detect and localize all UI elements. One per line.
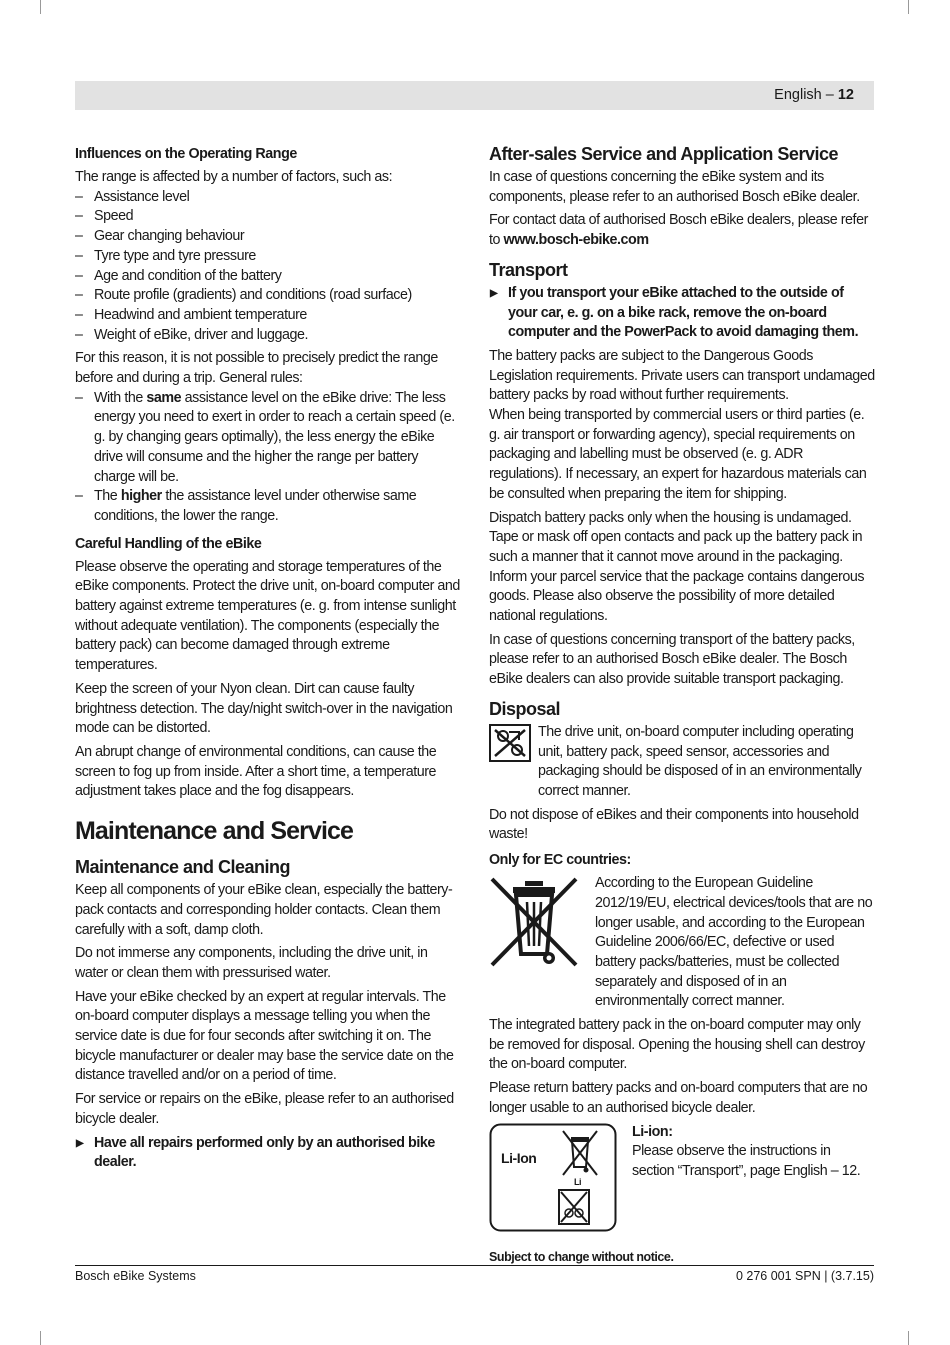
maintenance-paragraph: Have your eBike checked by an expert at regular intervals. The on-board computer displays a message telling you when the service date is due for four seconds after switching it on. The bicycle manufacturer or dealer may base the service date on the distance travelled and/or on a period of time. xyxy=(75,988,454,1084)
influences-intro: The range is affected by a number of factors, such as: xyxy=(75,169,393,185)
maintenance-paragraph: Keep all components of your eBike clean, especially the battery-pack contacts and corresponding holder contacts. Clean them carefully with a soft, damp cloth. xyxy=(75,882,453,938)
return-paragraph: Please return battery packs and on-board computers that are no longer usable to an authorised bicycle dealer. xyxy=(489,1080,868,1116)
aftersales-heading: After-sales Service and Application Service xyxy=(489,144,838,164)
careful-paragraph: Keep the screen of your Nyon clean. Dirt can cause faulty brightness detection. The day/night switch-over in the navigation mode can be distorted. xyxy=(75,680,453,737)
careful-paragraph: Please observe the operating and storage temperatures of the eBike components. Protect the drive unit, on-board computer and battery against extreme temperatures (e. g. from intense sunlight without adequate ventilation). The components (especially the battery pack) can become damaged through extreme temperatures. xyxy=(75,558,460,674)
list-item: – Route profile (gradients) and conditions (road surface) xyxy=(75,286,461,306)
list-item: – Assistance level xyxy=(75,188,461,208)
list-item: – Gear changing behaviour xyxy=(75,227,461,247)
list-item: – Speed xyxy=(75,207,461,227)
careful-heading: Careful Handling of the eBike xyxy=(75,535,262,552)
rule-text: the assistance level under otherwise same conditions, the lower the range. xyxy=(94,488,417,524)
ec-row xyxy=(489,874,875,1012)
transport-warning: ▶ If you transport your eBike attached to the outside of your car, e. g. on a bike rack, remove the on-board computer and the PowerPack to avoid damaging them. xyxy=(489,284,875,343)
footer-company: Bosch eBike Systems xyxy=(75,1269,196,1283)
subject-to-change-notice: Subject to change without notice. xyxy=(489,1250,674,1265)
rule-emphasis: same xyxy=(146,389,182,406)
aftersales-paragraph xyxy=(489,211,875,250)
list-item: – Age and condition of the battery xyxy=(75,267,461,287)
liion-row xyxy=(489,1123,875,1239)
liion-paragraph: Please observe the instructions in section “Transport”, page English – 12. xyxy=(632,1143,861,1179)
rules-list xyxy=(75,389,461,527)
maintenance-cleaning-heading: Maintenance and Cleaning xyxy=(75,857,291,878)
right-column xyxy=(489,143,875,1268)
header-page-label xyxy=(774,87,854,103)
factors-list xyxy=(75,188,461,346)
repairs-warning: ▶ Have all repairs performed only by an authorised bike dealer. xyxy=(75,1134,461,1173)
rule-emphasis: higher xyxy=(120,488,162,505)
disposal-heading: Disposal xyxy=(489,698,561,719)
recycle-box-icon xyxy=(559,1190,589,1224)
footer-docnumber: 0 276 001 SPN | (3.7.15) xyxy=(735,1269,874,1283)
crop-mark xyxy=(40,1331,41,1345)
transport-heading: Transport xyxy=(489,259,568,280)
recycle-disposal-icon xyxy=(489,723,538,769)
ec-heading: Only for EC countries: xyxy=(489,852,631,869)
small-crossed-bin-icon xyxy=(563,1131,597,1175)
crop-mark xyxy=(908,1331,909,1345)
footer-divider xyxy=(75,1265,874,1266)
liion-sub-label: Li xyxy=(574,1176,582,1187)
crop-mark xyxy=(40,0,41,14)
page-header xyxy=(75,81,874,110)
liion-text-block xyxy=(632,1123,875,1182)
header-language: English xyxy=(774,87,822,103)
liion-battery-badge xyxy=(489,1123,632,1239)
transport-paragraph: When being transported by commercial users or third parties (e. g. air transport or forwarding agency), special requirements on packaging and labelling must be observed (e. g. ADR regulations). If necessary, an expert for hazardous materials can be consulted when preparing the item for shipping. xyxy=(489,407,867,502)
maintenance-paragraph: For service or repairs on the eBike, please refer to an authorised bicycle dealer. xyxy=(75,1091,454,1127)
liion-heading: Li-ion: xyxy=(632,1123,673,1140)
aftersales-paragraph: In case of questions concerning the eBike system and its components, please refer to an authorised Bosch eBike dealer. xyxy=(489,169,860,205)
transport-paragraph: Dispatch battery packs only when the housing is undamaged. Tape or mask off open contacts and pack up the battery pack in such a manner that it cannot move around in the packaging. Inform your parcel service that the package contains dangerous goods. Please also observe the possibility of more detailed national regulations. xyxy=(489,509,865,625)
rule-text: With the xyxy=(94,389,147,406)
integrated-battery-paragraph: The integrated battery pack in the on-board computer may only be removed for disposal. Opening the housing shell can destroy the on-board computer. xyxy=(489,1017,865,1073)
left-column xyxy=(75,145,461,1177)
disposal-paragraph: The drive unit, on-board computer including operating unit, battery pack, speed sensor, accessories and packaging should be disposed of in an environmentally correct manner. xyxy=(538,723,862,799)
disposal-row xyxy=(489,723,875,802)
careful-paragraph: An abrupt change of environmental conditions, can cause the screen to fog up from inside. After a short time, a temperature adjustment takes place and the fog disappears. xyxy=(75,743,437,800)
list-item: – Headwind and ambient temperature xyxy=(75,306,461,326)
header-separator: – xyxy=(821,87,838,103)
maintenance-service-heading: Maintenance and Service xyxy=(75,817,354,846)
rule-item xyxy=(75,389,461,488)
rule-item xyxy=(75,487,461,526)
transport-paragraph: In case of questions concerning transport of the battery packs, please refer to an authorised Bosch eBike dealer. The Bosch eBike dealers can also provide suitable transport packaging. xyxy=(489,631,855,688)
ec-paragraph: According to the European Guideline 2012/19/EU, electrical devices/tools that are no longer usable, and according to the European Guideline 2006/66/EC, defective or used battery packs/batteries, must be collected separately and disposed of in an environmentally correct manner. xyxy=(595,875,873,1010)
crop-mark xyxy=(908,0,909,14)
list-item: – Tyre type and tyre pressure xyxy=(75,247,461,267)
maintenance-paragraph: Do not immerse any components, including the drive unit, in water or clean them with pressurised water. xyxy=(75,945,428,981)
bosch-ebike-link[interactable]: www.bosch-ebike.com xyxy=(503,232,649,249)
aftersales-text: For contact data of authorised Bosch eBike dealers, please refer to xyxy=(489,212,868,249)
predict-paragraph: For this reason, it is not possible to precisely predict the range before and during a trip. General rules: xyxy=(75,350,438,387)
rule-text: assistance level on the eBike drive: The less energy you need to exert in order to reach a certain speed (e. g. by changing gears optimally), the less energy the eBike drive will consume and the higher the range per battery charge will be. xyxy=(94,389,455,485)
transport-paragraph: The battery packs are subject to the Dangerous Goods Legislation requirements. Private users can transport undamaged battery packs by road without further requirements. xyxy=(489,347,875,404)
liion-badge-label: Li-Ion xyxy=(501,1149,537,1166)
crossed-wheeled-bin-icon xyxy=(489,874,595,975)
disposal-paragraph: Do not dispose of eBikes and their components into household waste! xyxy=(489,806,859,843)
rule-text: The xyxy=(94,488,121,505)
header-page-number: 12 xyxy=(837,87,854,103)
list-item: – Weight of eBike, driver and luggage. xyxy=(75,326,461,346)
influences-heading: Influences on the Operating Range xyxy=(75,146,297,162)
